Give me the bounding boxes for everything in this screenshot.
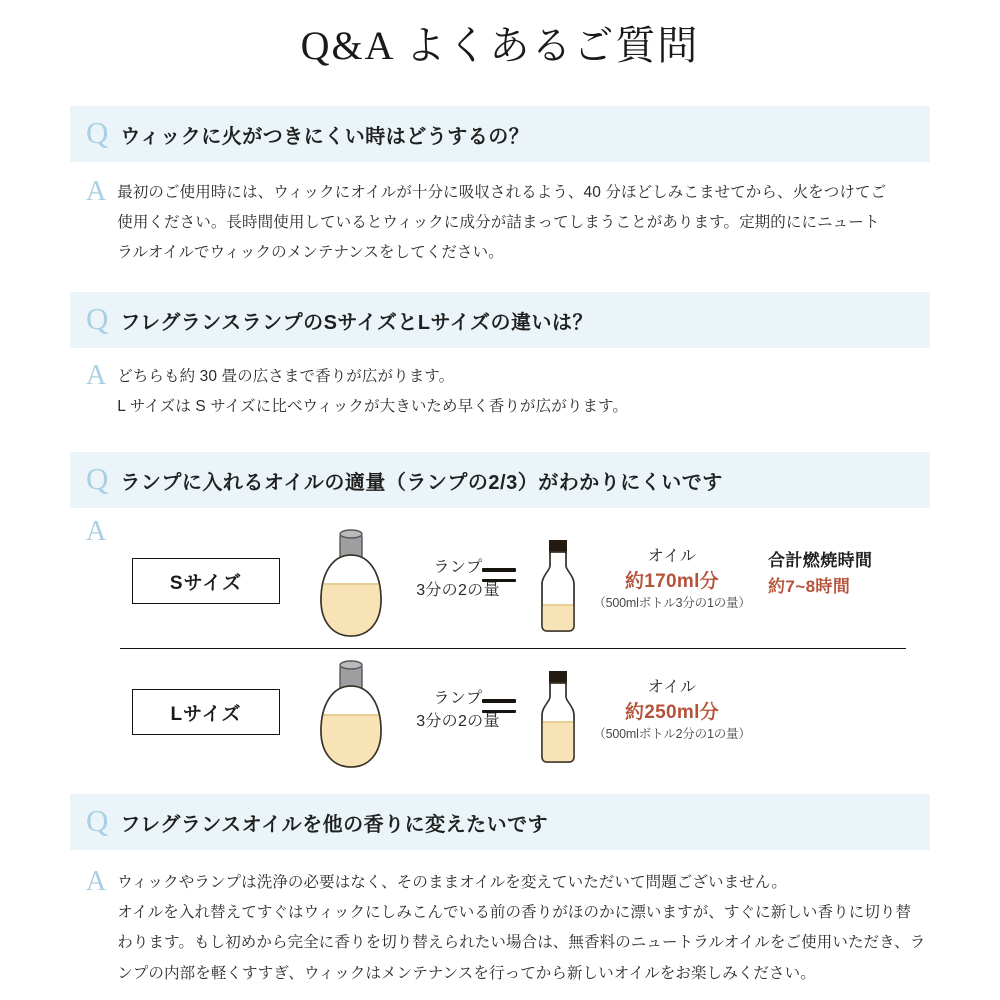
answer-line: 使用ください。長時間使用しているとウィックに成分が詰まってしまうことがあります。定期的ににニュート bbox=[117, 214, 880, 232]
question-text-3: ランプに入れるオイルの適量（ランプの2/3）がわかりにくいです bbox=[120, 471, 723, 494]
lamp-caption-line1: ランプ bbox=[433, 690, 483, 707]
burn-time-label: 合計燃焼時間 bbox=[768, 551, 873, 570]
burn-time-caption-s bbox=[768, 548, 928, 599]
lamp-caption-line1: ランプ bbox=[433, 559, 483, 576]
lamp-illustration-s bbox=[312, 526, 390, 647]
answer-block-2 bbox=[70, 362, 940, 422]
question-header-3[interactable] bbox=[70, 452, 930, 508]
answer-line: オイルを入れ替えてすぐはウィックにしみこんでいる前の香りがほのかに漂いますが、すぐに新しい香りに切り替 bbox=[117, 904, 912, 922]
lamp-caption-line2: 3分の2の量 bbox=[416, 582, 500, 600]
burn-time-value: 約7~8時間 bbox=[768, 576, 851, 596]
equals-icon bbox=[482, 699, 516, 720]
size-label-box-s bbox=[132, 558, 280, 604]
lamp-caption-line2: 3分の2の量 bbox=[416, 713, 500, 731]
answer-line: ラルオイルでウィックのメンテナンスをしてください。 bbox=[117, 244, 504, 262]
answer-text-1 bbox=[117, 178, 886, 269]
size-label-text: Sサイズ bbox=[169, 572, 243, 594]
oil-quantity-diagram bbox=[120, 520, 910, 790]
answer-block-1 bbox=[70, 178, 940, 269]
answer-line: 最初のご使用時には、ウィックにオイルが十分に吸収されるよう、40 分ほどしみこませてから、火をつけてご bbox=[117, 184, 887, 201]
answer-line: どちらも約 30 畳の広さまで香りが広がります。 bbox=[117, 368, 455, 385]
answer-line: わります。もし初めから完全に香りを切り替えられたい場合は、無香料のニュートラルオイルをご使用いただき、ラ bbox=[117, 934, 926, 952]
row-divider bbox=[120, 648, 906, 649]
lamp-illustration-l bbox=[312, 657, 390, 778]
oil-label: オイル bbox=[647, 679, 697, 696]
question-header-1[interactable] bbox=[70, 106, 930, 162]
q-marker-icon: Q bbox=[86, 460, 109, 496]
question-text-2: フレグランスランプのSサイズとLサイズの違いは？ bbox=[120, 311, 593, 334]
answer-line: L サイズは S サイズに比べウィックが大きいため早く香りが広がります。 bbox=[117, 398, 628, 416]
question-text-4: フレグランスオイルを他の香りに変えたいです bbox=[120, 813, 549, 836]
answer-text-2 bbox=[117, 362, 628, 422]
q-marker-icon: Q bbox=[86, 802, 109, 838]
answer-line: ンプの内部を軽くすすぎ、ウィックはメンテナンスを行ってから新しいオイルをお楽しみください。 bbox=[117, 964, 816, 982]
oil-caption-s bbox=[572, 546, 772, 613]
a-marker-icon: A bbox=[86, 176, 107, 207]
oil-note: （500mlボトル2分の1の量） bbox=[593, 727, 751, 742]
equals-icon bbox=[482, 568, 516, 589]
diagram-row-s bbox=[120, 520, 910, 648]
question-text-1: ウィックに火がつきにくい時はどうするの？ bbox=[120, 125, 530, 148]
size-label-text: Lサイズ bbox=[170, 703, 242, 725]
question-header-2[interactable] bbox=[70, 292, 930, 348]
q-marker-icon: Q bbox=[86, 300, 109, 336]
answer-line: ウィックやランプは洗浄の必要はなく、そのままオイルを変えていただいて問題ございません。 bbox=[117, 874, 787, 891]
page-title: Q&A よくあるご質問 bbox=[300, 23, 700, 68]
a-marker-icon: A bbox=[86, 516, 107, 547]
diagram-row-l bbox=[120, 651, 910, 779]
oil-note: （500mlボトル3分の1の量） bbox=[593, 596, 751, 611]
size-label-box-l bbox=[132, 689, 280, 735]
answer-block-4 bbox=[70, 868, 940, 989]
q-marker-icon: Q bbox=[86, 114, 109, 150]
oil-label: オイル bbox=[647, 548, 697, 565]
oil-caption-l bbox=[572, 677, 772, 744]
a-marker-icon: A bbox=[86, 866, 107, 897]
oil-amount: 約170ml分 bbox=[625, 570, 719, 592]
oil-amount: 約250ml分 bbox=[625, 701, 719, 723]
a-marker-icon: A bbox=[86, 360, 107, 391]
question-header-4[interactable] bbox=[70, 794, 930, 850]
answer-text-4 bbox=[117, 868, 925, 989]
